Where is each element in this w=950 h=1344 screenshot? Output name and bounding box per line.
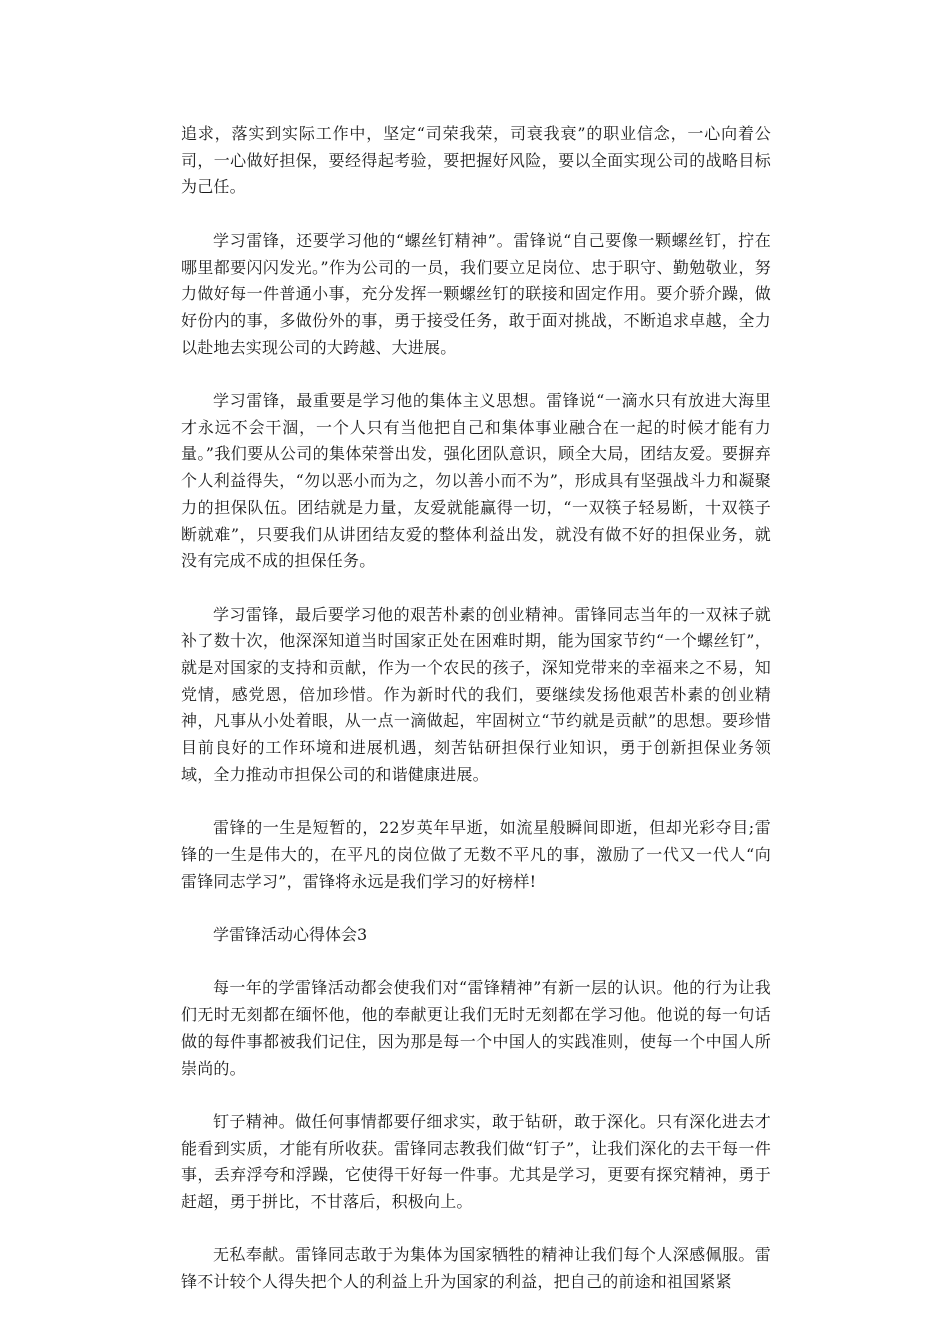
paragraph-spacer [181, 1216, 771, 1243]
paragraph-spacer [181, 361, 771, 388]
paragraph-spacer [181, 895, 771, 922]
document-page [181, 121, 771, 1296]
paragraph-spacer [181, 575, 771, 602]
paragraph-spacer [181, 789, 771, 816]
section-paragraph-3: 无私奉献。雷锋同志敢于为集体为国家牺牲的精神让我们每个人深感佩服。雷锋不计较个人得失把个人的利益上升为国家的利益，把自己的前途和祖国紧紧 [181, 1245, 771, 1292]
paragraph-2: 学习雷锋，还要学习他的“螺丝钉精神”。雷锋说“自己要像一颗螺丝钉，拧在哪里都要闪闪发光。”作为公司的一员，我们要立足岗位、忠于职守、勤勉敬业，努力做好每一件普通小事，充分发挥一颗螺丝钉的联接和固定作用。要介骄介躁，做好份内的事，多做份外的事，勇于接受任务，敢于面对挑战，不断追求卓越，全力以赴地去实现公司的大跨越、大进展。 [181, 230, 771, 357]
paragraph-5: 雷锋的一生是短暂的，22岁英年早逝，如流星般瞬间即逝，但却光彩夺目;雷锋的一生是伟大的，在平凡的岗位做了无数不平凡的事，激励了一代又一代人“向雷锋同志学习”，雷锋将永远是我们学习的好榜样! [181, 818, 771, 891]
section-paragraph-1: 每一年的学雷锋活动都会使我们对“雷锋精神”有新一层的认识。他的行为让我们无时无刻都在缅怀他，他的奉献更让我们无时无刻都在学习他。他说的每一句话做的每件事都被我们记住，因为那是每一个中国人的实践准则，使每一个中国人所崇尚的。 [181, 978, 771, 1078]
section-heading: 学雷锋活动心得体会3 [213, 925, 368, 945]
paragraph-spacer [181, 949, 771, 976]
paragraph-3: 学习雷锋，最重要是学习他的集体主义思想。雷锋说“一滴水只有放进大海里才永远不会干涸，一个人只有当他把自己和集体事业融合在一起的时候才能有力量。”我们要从公司的集体荣誉出发，强化团队意识，顾全大局，团结友爱。要摒弃个人利益得失，“勿以恶小而为之，勿以善小而不为”，形成具有坚强战斗力和凝聚力的担保队伍。团结就是力量，友爱就能赢得一切，“一双筷子轻易断，十双筷子断就难”，只要我们从讲团结友爱的整体利益出发，就没有做不好的担保业务，就没有完成不成的担保任务。 [181, 391, 771, 571]
paragraph-spacer [181, 201, 771, 228]
paragraph-1: 追求，落实到实际工作中，坚定“司荣我荣，司衰我衰”的职业信念，一心向着公司，一心做好担保，要经得起考验，要把握好风险，要以全面实现公司的战略目标为己任。 [181, 124, 771, 197]
section-paragraph-2: 钉子精神。做任何事情都要仔细求实，敢于钻研，敢于深化。只有深化进去才能看到实质，才能有所收获。雷锋同志教我们做“钉子”，让我们深化的去干每一件事，丢弃浮夸和浮躁，它使得干好每一件事。尤其是学习，更要有探究精神，勇于赶超，勇于拼比，不甘落后，积极向上。 [181, 1111, 771, 1212]
paragraph-spacer [181, 1082, 771, 1109]
paragraph-4: 学习雷锋，最后要学习他的艰苦朴素的创业精神。雷锋同志当年的一双袜子就补了数十次，他深深知道当时国家正处在困难时期，能为国家节约“一个螺丝钉”，就是对国家的支持和贡献，作为一个农民的孩子，深知党带来的幸福来之不易，知党情，感党恩，倍加珍惜。作为新时代的我们，要继续发扬他艰苦朴素的创业精神，凡事从小处着眼，从一点一滴做起，牢固树立“节约就是贡献”的思想。要珍惜目前良好的工作环境和进展机遇，刻苦钻研担保行业知识，勇于创新担保业务领域，全力推动市担保公司的和谐健康进展。 [181, 604, 771, 784]
